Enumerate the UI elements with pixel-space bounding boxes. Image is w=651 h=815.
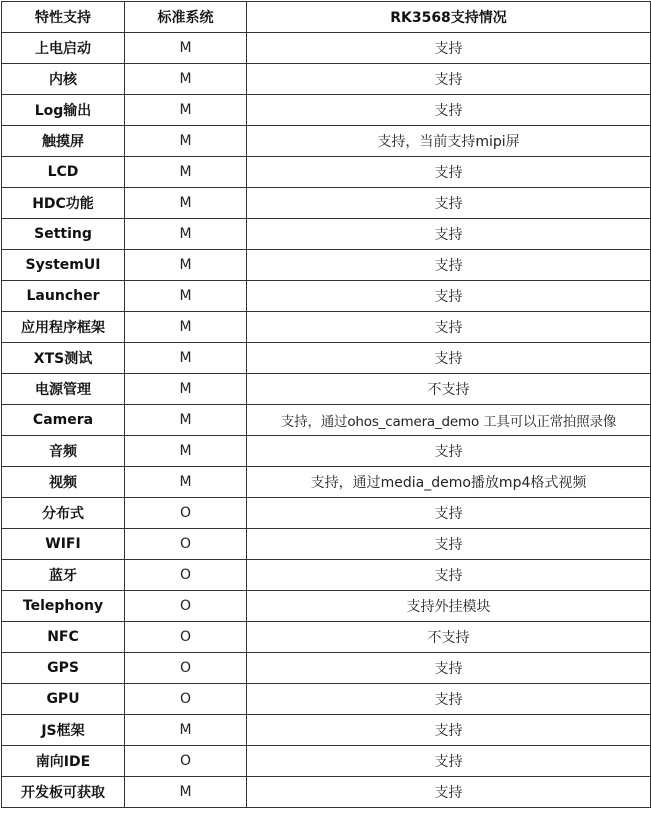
table-body — [2, 33, 651, 808]
table-row — [2, 281, 651, 312]
table-row — [2, 715, 651, 746]
feature-cell: 分布式 — [2, 498, 125, 529]
standard-system-cell: M — [125, 126, 247, 157]
table-row — [2, 591, 651, 622]
support-status-cell: 支持 — [247, 64, 651, 95]
standard-system-cell: M — [125, 405, 247, 436]
support-status-cell: 支持，通过ohos_camera_demo 工具可以正常拍照录像 — [247, 405, 651, 436]
table-row — [2, 95, 651, 126]
table-row — [2, 343, 651, 374]
feature-cell: 南向IDE — [2, 746, 125, 777]
feature-cell: 触摸屏 — [2, 126, 125, 157]
feature-cell: Telephony — [2, 591, 125, 622]
support-status-cell: 支持 — [247, 777, 651, 808]
standard-system-cell: O — [125, 529, 247, 560]
standard-system-cell: M — [125, 343, 247, 374]
support-status-cell: 支持 — [247, 219, 651, 250]
standard-system-cell: M — [125, 33, 247, 64]
feature-cell: 视频 — [2, 467, 125, 498]
support-status-cell: 支持 — [247, 560, 651, 591]
support-status-cell: 支持 — [247, 746, 651, 777]
feature-cell: Setting — [2, 219, 125, 250]
standard-system-cell: M — [125, 281, 247, 312]
standard-system-cell: M — [125, 374, 247, 405]
support-status-cell: 支持 — [247, 653, 651, 684]
support-status-cell: 支持 — [247, 95, 651, 126]
standard-system-cell: M — [125, 312, 247, 343]
support-status-cell: 支持 — [247, 312, 651, 343]
standard-system-cell: O — [125, 653, 247, 684]
feature-cell: 上电启动 — [2, 33, 125, 64]
table-row — [2, 312, 651, 343]
feature-cell: Launcher — [2, 281, 125, 312]
standard-system-cell: M — [125, 64, 247, 95]
table-row — [2, 684, 651, 715]
table-row — [2, 436, 651, 467]
feature-cell: 应用程序框架 — [2, 312, 125, 343]
table-row — [2, 560, 651, 591]
standard-system-cell: O — [125, 560, 247, 591]
standard-system-cell: M — [125, 715, 247, 746]
table-row — [2, 188, 651, 219]
table-header — [2, 2, 651, 33]
standard-system-cell: O — [125, 591, 247, 622]
feature-cell: GPU — [2, 684, 125, 715]
table-row — [2, 498, 651, 529]
support-status-cell: 支持 — [247, 188, 651, 219]
table-row — [2, 250, 651, 281]
standard-system-cell: M — [125, 157, 247, 188]
header-feature: 特性支持 — [2, 2, 125, 33]
table-row — [2, 157, 651, 188]
standard-system-cell: M — [125, 777, 247, 808]
feature-cell: Log输出 — [2, 95, 125, 126]
support-status-cell: 支持，当前支持mipi屏 — [247, 126, 651, 157]
standard-system-cell: O — [125, 746, 247, 777]
table-row — [2, 64, 651, 95]
support-status-cell: 不支持 — [247, 622, 651, 653]
feature-cell: Camera — [2, 405, 125, 436]
support-status-cell: 支持 — [247, 343, 651, 374]
feature-cell: SystemUI — [2, 250, 125, 281]
standard-system-cell: O — [125, 498, 247, 529]
table-row — [2, 746, 651, 777]
feature-support-table — [1, 1, 651, 808]
table-row — [2, 467, 651, 498]
support-status-cell: 支持 — [247, 250, 651, 281]
support-status-cell: 支持 — [247, 436, 651, 467]
support-status-cell: 支持 — [247, 529, 651, 560]
table-row — [2, 405, 651, 436]
feature-cell: JS框架 — [2, 715, 125, 746]
support-status-cell: 支持 — [247, 281, 651, 312]
support-status-cell: 支持，通过media_demo播放mp4格式视频 — [247, 467, 651, 498]
feature-cell: 蓝牙 — [2, 560, 125, 591]
standard-system-cell: M — [125, 95, 247, 126]
feature-cell: 电源管理 — [2, 374, 125, 405]
standard-system-cell: M — [125, 467, 247, 498]
support-status-cell: 支持 — [247, 157, 651, 188]
standard-system-cell: O — [125, 622, 247, 653]
header-standard-system: 标准系统 — [125, 2, 247, 33]
feature-cell: WIFI — [2, 529, 125, 560]
feature-cell: NFC — [2, 622, 125, 653]
table-row — [2, 126, 651, 157]
feature-cell: 开发板可获取 — [2, 777, 125, 808]
standard-system-cell: M — [125, 436, 247, 467]
support-status-cell: 支持外挂模块 — [247, 591, 651, 622]
support-status-cell: 支持 — [247, 715, 651, 746]
standard-system-cell: M — [125, 219, 247, 250]
standard-system-cell: O — [125, 684, 247, 715]
header-row — [2, 2, 651, 33]
table-row — [2, 374, 651, 405]
support-status-cell: 支持 — [247, 684, 651, 715]
feature-cell: HDC功能 — [2, 188, 125, 219]
support-status-cell: 支持 — [247, 498, 651, 529]
support-status-cell: 不支持 — [247, 374, 651, 405]
table-row — [2, 219, 651, 250]
feature-cell: 音频 — [2, 436, 125, 467]
table-row — [2, 622, 651, 653]
standard-system-cell: M — [125, 188, 247, 219]
table-row — [2, 529, 651, 560]
standard-system-cell: M — [125, 250, 247, 281]
feature-cell: XTS测试 — [2, 343, 125, 374]
table-row — [2, 33, 651, 64]
table-row — [2, 653, 651, 684]
feature-cell: GPS — [2, 653, 125, 684]
support-status-cell: 支持 — [247, 33, 651, 64]
header-rk3568-support: RK3568支持情况 — [247, 2, 651, 33]
feature-cell: LCD — [2, 157, 125, 188]
table-row — [2, 777, 651, 808]
feature-cell: 内核 — [2, 64, 125, 95]
